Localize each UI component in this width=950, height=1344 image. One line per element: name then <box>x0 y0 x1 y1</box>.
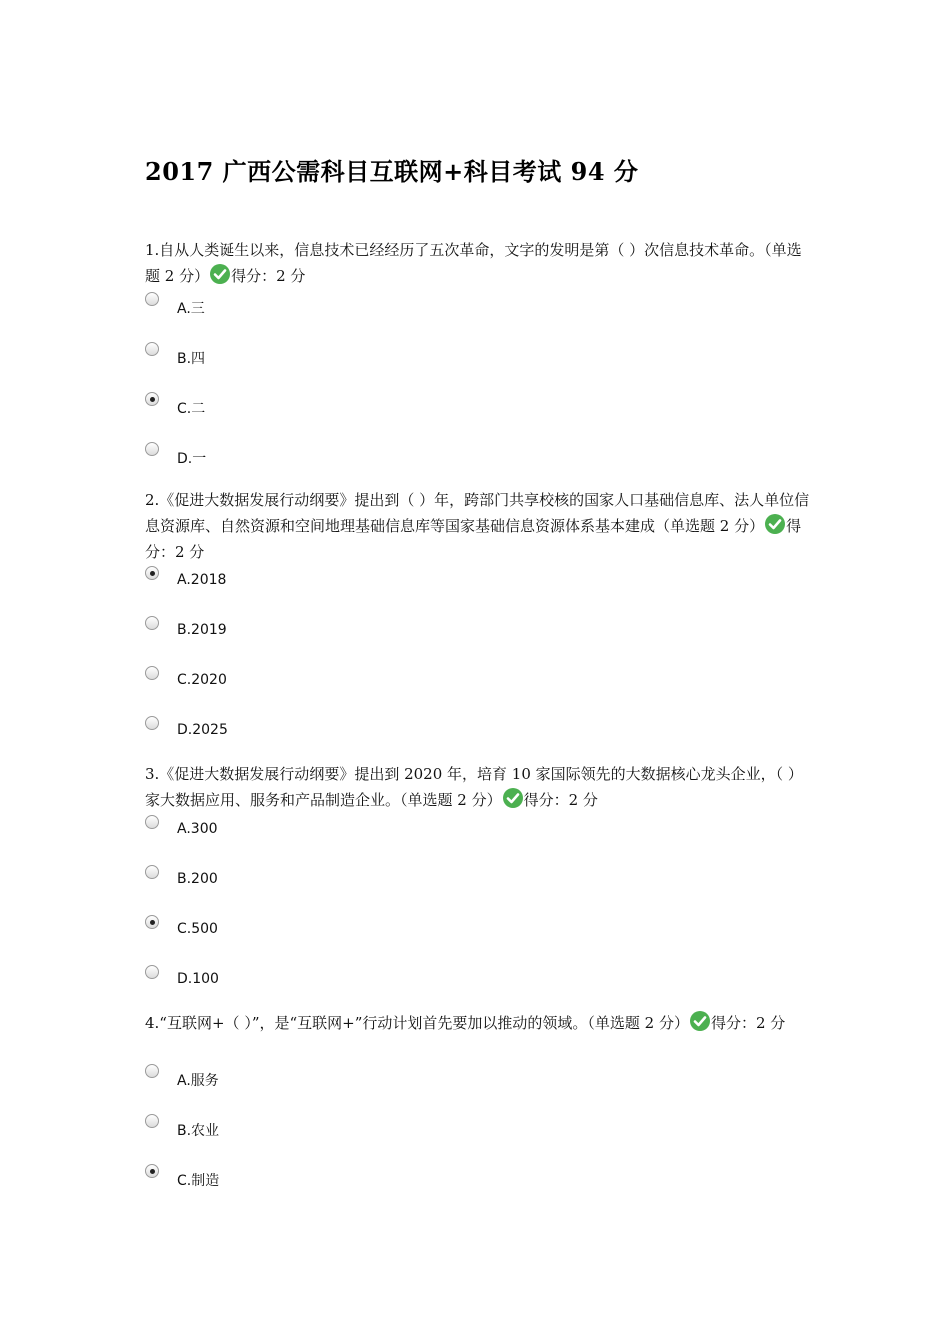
option-label: C.制造 <box>177 1173 220 1189</box>
radio-button[interactable] <box>145 442 159 456</box>
option-label: B.200 <box>177 871 218 887</box>
option-label: A.300 <box>177 821 218 837</box>
question-1-option-c[interactable] <box>145 392 445 416</box>
question-2-option-a[interactable] <box>145 566 445 590</box>
question-1-option-a[interactable] <box>145 292 445 316</box>
check-circle-icon <box>690 1011 710 1031</box>
score-text: 得分：2 分 <box>145 517 802 561</box>
question-3-option-d[interactable] <box>145 965 445 989</box>
question-text: 1.自从人类诞生以来，信息技术已经经历了五次革命，文字的发明是第（ ）次信息技术革命。（单选题 2 分） <box>145 241 802 285</box>
radio-button[interactable] <box>145 342 159 356</box>
option-label: B.四 <box>177 351 206 367</box>
check-circle-icon <box>765 514 785 534</box>
question-1-option-d[interactable] <box>145 442 445 466</box>
question-text: 4.“互联网+（ ）”，是“互联网+”行动计划首先要加以推动的领域。（单选题 2 分） <box>145 1014 689 1032</box>
option-label: D.2025 <box>177 722 228 738</box>
question-text: 2.《促进大数据发展行动纲要》提出到（ ）年，跨部门共享校核的国家人口基础信息库、法人单位信息资源库、自然资源和空间地理基础信息库等国家基础信息资源体系基本建成（单选题 2 分） <box>145 491 810 535</box>
check-circle-icon <box>503 788 523 808</box>
radio-button[interactable] <box>145 716 159 730</box>
question-3-option-c[interactable] <box>145 915 445 939</box>
option-label: A.三 <box>177 301 205 317</box>
option-label: D.一 <box>177 451 207 467</box>
question-2-option-b[interactable] <box>145 616 445 640</box>
option-label: C.2020 <box>177 672 227 688</box>
radio-button[interactable] <box>145 666 159 680</box>
radio-button[interactable] <box>145 1064 159 1078</box>
question-4-option-a[interactable] <box>145 1064 445 1088</box>
check-circle-icon <box>210 264 230 284</box>
radio-button[interactable] <box>145 1114 159 1128</box>
question-1-option-b[interactable] <box>145 342 445 366</box>
question-2-option-c[interactable] <box>145 666 445 690</box>
question-2-text <box>145 487 815 565</box>
question-4-text <box>145 1010 815 1036</box>
score-text: 得分：2 分 <box>523 791 598 809</box>
radio-button[interactable] <box>145 292 159 306</box>
radio-button[interactable] <box>145 616 159 630</box>
question-3-option-b[interactable] <box>145 865 445 889</box>
question-3-option-a[interactable] <box>145 815 445 839</box>
radio-button-selected[interactable] <box>145 1164 159 1178</box>
question-text: 3.《促进大数据发展行动纲要》提出到 2020 年，培育 10 家国际领先的大数据核心龙头企业，（ ）家大数据应用、服务和产品制造企业。（单选题 2 分） <box>145 765 803 809</box>
option-label: A.2018 <box>177 572 227 588</box>
radio-button[interactable] <box>145 965 159 979</box>
question-2-option-d[interactable] <box>145 716 445 740</box>
option-label: B.2019 <box>177 622 227 638</box>
radio-button-selected[interactable] <box>145 392 159 406</box>
radio-button-selected[interactable] <box>145 566 159 580</box>
page-title: 2017 广西公需科目互联网+科目考试 94 分 <box>145 157 639 186</box>
radio-button-selected[interactable] <box>145 915 159 929</box>
question-4-option-c[interactable] <box>145 1164 445 1188</box>
option-label: C.500 <box>177 921 218 937</box>
option-label: D.100 <box>177 971 219 987</box>
question-4-option-b[interactable] <box>145 1114 445 1138</box>
score-text: 得分：2 分 <box>710 1014 786 1032</box>
option-label: A.服务 <box>177 1073 219 1089</box>
radio-button[interactable] <box>145 865 159 879</box>
option-label: C.二 <box>177 401 206 417</box>
question-3-text <box>145 761 815 813</box>
score-text: 得分：2 分 <box>231 267 306 285</box>
radio-button[interactable] <box>145 815 159 829</box>
option-label: B.农业 <box>177 1123 220 1139</box>
question-1-text <box>145 237 815 289</box>
